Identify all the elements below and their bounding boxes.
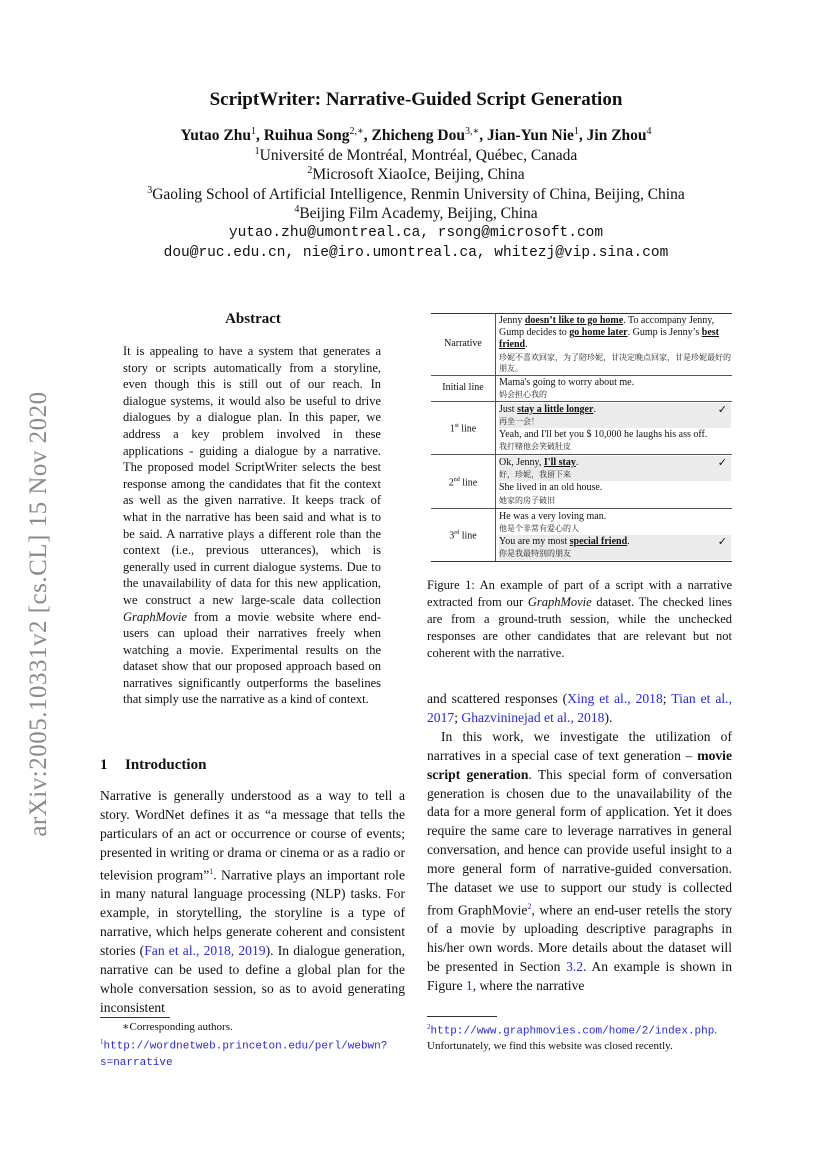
author: Jin Zhou [586, 127, 647, 145]
affiliation-text: Université de Montréal, Montréal, Québec, Canada [259, 147, 578, 165]
introduction-paragraph [100, 787, 405, 1017]
narrative-highlight: best friend [499, 327, 719, 351]
affiliation [100, 146, 732, 165]
author-mark: 2,∗ [349, 126, 364, 137]
footnotes-right [427, 1020, 732, 1054]
row-label: 2nd line [431, 455, 496, 508]
initial-line-zh: 妈会担心我的 [499, 389, 547, 399]
affiliation [100, 204, 732, 223]
citation-link[interactable]: Xing et al., 2018 [567, 691, 663, 706]
figure-ref-link[interactable]: 1 [465, 978, 473, 994]
check-icon: ✓ [717, 457, 727, 470]
footnotes-left [100, 1020, 405, 1071]
check-icon: ✓ [717, 403, 727, 416]
paragraph: In this work, we investigate the utilization of narratives in a special case of text generation – movie script generation. This special form of conversation generation is chosen due to the unavailability of the data for a more general form of application. Yet it does require the same care to leverage narratives in general conversation, and hence can provide useful insight to a more general form of narrative-guided conversation. The dataset we use to support our study is collected from GraphMovie$^2$, where an end-user retells the story of a movie by uploading descriptive paragraphs in his/her own words. More details about the dataset will be presented in Section 3.2. An example is shown in Figure 1, where the narrative [427, 728, 733, 994]
narrative-part: . [525, 339, 528, 351]
response-item: Just stay a little longer. 再坐一会！ ✓ [499, 403, 731, 428]
footnote-url-link[interactable]: http://wordnetweb.princeton.edu/perl/webwn?s=narrative [100, 1040, 388, 1069]
affiliation-text: Gaoling School of Artificial Intelligence, Renmin University of China, Beijing, China [152, 186, 685, 204]
affiliation [100, 185, 732, 204]
abstract-heading: Abstract [225, 311, 281, 327]
author-mark: 4 [646, 126, 652, 137]
response-item: You are my most special friend. 你是我最特别的朋友 ✓ [499, 535, 731, 560]
citation-link[interactable]: Tian et al., 2017 [427, 691, 732, 725]
abstract-text-part: from a movie website where end-users can upload their narratives freely when watching a movie. Experimental results on the dataset show that our proposed approach based on narratives significantly outperforms the baselines that simply use the narrative as a kind of context. [123, 609, 381, 707]
author: Zhicheng Dou [371, 127, 465, 145]
row-line-3 [431, 508, 732, 561]
intro-text: ). In dialogue generation, narrative can be used to define a global plan for the whole conversation session, so as to avoid generating inconsistent [100, 942, 405, 1015]
narrative-zh: 珍妮不喜欢回家，为了陪珍妮，甘决定晚点回家，甘是珍妮最好的朋友。 [499, 352, 731, 373]
arxiv-id: arXiv:2005.10331v2 [cs.CL] 15 Nov 2020 [25, 391, 52, 837]
footnote-ref[interactable]: 2 [527, 901, 532, 911]
affiliation-mark: 2 [307, 165, 313, 176]
right-column-body [427, 690, 732, 996]
affiliation-mark: 3 [147, 185, 153, 196]
caption-text: dataset. The checked lines are from a ground-truth session, while the unchecked responses are other candidates that are relevant but not coherent with the narrative. [427, 595, 732, 660]
narrative-part: Jenny [499, 315, 525, 326]
caption-dataset-name: GraphMovie [527, 595, 592, 609]
row-narrative [431, 314, 732, 376]
response-item: She lived in an old house. 她家的房子破旧 [499, 482, 603, 505]
abstract-text-part: It is appealing to have a system that generates a story or scripts automatically from a storyline, even though this is still out of our reach. In dialogue systems, it would also be useful to drive dialogues by a dialogue plan. In this paper, we address a key problem involved in these applications - guiding a dialogue by a narrative. The proposed model ScriptWriter selects the best response among the candidates that fit the context as well as the given narrative. It keeps track of what in the narrative has been said and what is to be said. A narrative plays a different role than the context (i.e., previous utterances), which is generally used in current dialogue systems. Due to the unavailability of data for this new application, we construct a new large-scale data collection [123, 344, 381, 607]
responses-cell [496, 455, 733, 508]
footnote-corresponding: ∗Corresponding authors. [122, 1021, 233, 1033]
section-heading-introduction [100, 757, 206, 774]
intro-text: Narrative is generally understood as a way to tell a story. WordNet defines it as “a message that tells the particulars of an act or occurrence or course of events; presented in writing or drama or cinema or as a radio or television program” [100, 788, 405, 883]
row-label: 3rd line [431, 508, 496, 561]
footnote-ref[interactable]: 1 [209, 866, 214, 876]
email-line: yutao.zhu@umontreal.ca, rsong@microsoft.com [228, 225, 604, 241]
row-line-1 [431, 401, 732, 454]
narrative-highlight: doesn’t like to go home [524, 315, 624, 326]
author-mark: 1 [573, 126, 579, 137]
narrative-en [499, 315, 731, 352]
response-item: Yeah, and I'll bet you $ 10,000 he laughs his ass off. 我打赌他会笑破肚皮 [499, 429, 708, 452]
initial-line-en: Mama's going to worry about me. [499, 376, 635, 388]
affiliation-mark: 1 [254, 146, 260, 157]
footnote-text: . Unfortunately, we find this website was closed recently. [427, 1024, 718, 1053]
author-mark: 1 [250, 126, 256, 137]
row-line-2 [431, 455, 732, 508]
responses-cell [496, 401, 733, 454]
narrative-part: . Gump is Jenny’s [627, 327, 702, 339]
narrative-highlight: go home later [569, 327, 628, 339]
footnote-url-link[interactable]: http://www.graphmovies.com/home/2/index.php [430, 1025, 715, 1038]
citation-link[interactable]: Fan et al., 2018, 2019 [144, 942, 266, 958]
author-list: Yutao Zhu$^1$, Ruihua Song$^{2,∗}$, Zhicheng Dou$^{3,∗}$, Jian-Yun Nie$^1$, Jin Zhou$^4$ [180, 126, 652, 145]
check-icon: ✓ [717, 535, 727, 548]
paragraph: and scattered responses (Xing et al., 2018; Tian et al., 2017; Ghazvininejad et al., 2018). [427, 691, 732, 725]
arxiv-sidebar-stamp [18, 354, 60, 874]
footnote-rule [427, 1016, 497, 1017]
narrative-part: . To accompany Jenny, Gump decides to [499, 315, 715, 339]
row-initial-line [431, 375, 732, 401]
row-label: 1st line [431, 401, 496, 454]
footnote-mark: 2 [427, 1023, 431, 1031]
section-ref-link[interactable]: 3.2 [566, 959, 584, 975]
author: Yutao Zhu [180, 127, 251, 145]
citation-link[interactable]: Ghazvininejad et al., 2018 [461, 709, 605, 725]
figure-1-table [431, 313, 732, 562]
response-item: He was a very loving man. 他是个非常有爱心的人 [499, 510, 607, 533]
section-number: 1 [100, 757, 108, 773]
footnote-rule [100, 1017, 170, 1018]
abstract-dataset-name: GraphMovie [123, 609, 187, 624]
intro-text: . Narrative plays an important role in many natural language processing (NLP) tasks. For example, in storytelling, the storyline is a type of narrative, which helps generate coherent and consistent stories ( [100, 867, 405, 958]
affiliation [100, 165, 732, 184]
row-label: Initial line [431, 375, 496, 401]
affiliation-mark: 4 [294, 204, 300, 215]
section-title: Introduction [125, 757, 207, 773]
response-item: Ok, Jenny, I'll stay. 好，珍妮，我留下来 ✓ [499, 456, 731, 481]
author: Jian-Yun Nie [487, 127, 574, 145]
footnote-mark: 1 [100, 1038, 104, 1046]
narrative-cell [496, 314, 733, 376]
caption-text: Figure 1: An example of part of a script with a narrative extracted from our [427, 578, 732, 609]
paper-title: ScriptWriter: Narrative-Guided Script Generation [209, 89, 623, 110]
affiliation-text: Microsoft XiaoIce, Beijing, China [312, 166, 525, 184]
bold-term: movie script generation [427, 747, 732, 782]
affiliation-text: Beijing Film Academy, Beijing, China [299, 205, 538, 223]
initial-line-cell [496, 375, 733, 401]
email-line: dou@ruc.edu.cn, nie@iro.umontreal.ca, whitezj@vip.sina.com [163, 245, 669, 261]
footnote-1 [100, 1035, 405, 1071]
responses-cell [496, 508, 733, 561]
author: Ruihua Song [263, 127, 350, 145]
figure-1-caption [427, 577, 732, 662]
row-label: Narrative [431, 314, 496, 376]
author-mark: 3,∗ [464, 126, 480, 137]
abstract-text [123, 343, 381, 708]
